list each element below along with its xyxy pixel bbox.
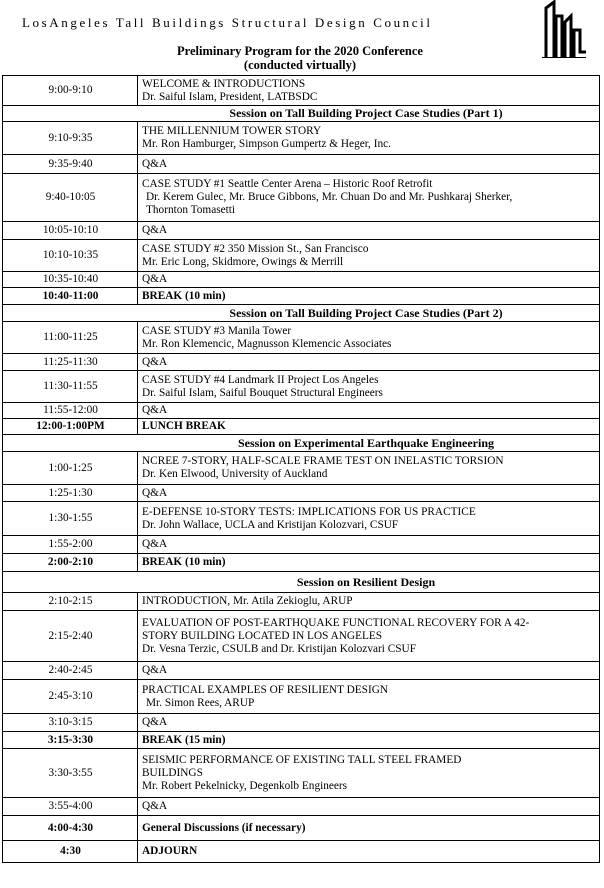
- schedule-row: [3, 322, 600, 354]
- session-description: [138, 155, 600, 174]
- time-slot: 4:00-4:30: [3, 816, 138, 841]
- description-line: NCREE 7-STORY, HALF-SCALE FRAME TEST ON INELASTIC TORSION: [142, 455, 504, 467]
- time-slot: 3:10-3:15: [3, 714, 138, 732]
- schedule-row: [3, 680, 600, 714]
- schedule-row: [3, 662, 600, 680]
- schedule-row: [3, 593, 600, 611]
- session-description: [138, 222, 600, 240]
- description-line: THE MILLENNIUM TOWER STORY: [142, 125, 322, 137]
- description-line: General Discussions (if necessary): [142, 821, 306, 834]
- session-description: [138, 174, 600, 222]
- session-header-row: [3, 305, 600, 322]
- schedule-row: [3, 122, 600, 155]
- description-line: PRACTICAL EXAMPLES OF RESILIENT DESIGN: [142, 683, 389, 696]
- description-line: Mr. Ron Klemencic, Magnusson Klemencic Associates: [142, 337, 392, 350]
- time-slot: 1:00-1:25: [3, 452, 138, 485]
- time-slot: 3:30-3:55: [3, 749, 138, 798]
- session-description: [138, 288, 600, 305]
- description-line: Dr. Saiful Islam, President, LATBSDC: [142, 90, 318, 103]
- time-slot: 10:35-10:40: [3, 272, 138, 288]
- schedule-row: [3, 155, 600, 174]
- session-description: [138, 122, 600, 155]
- organization-name: LosAngeles Tall Buildings Structural Design Council: [22, 15, 433, 30]
- program-title: [170, 44, 430, 72]
- description-line: Mr. Robert Pekelnicky, Degenkolb Engineers: [142, 779, 348, 792]
- description-line: Q&A: [142, 273, 168, 285]
- description-line: Dr. Vesna Terzic, CSULB and Dr. Kristijan Kolozvari CSUF: [142, 642, 416, 655]
- time-slot: 4:30: [3, 841, 138, 863]
- session-description: [138, 749, 600, 798]
- time-slot: 2:15-2:40: [3, 611, 138, 662]
- schedule-row: [3, 419, 600, 435]
- description-line: SEISMIC PERFORMANCE OF EXISTING TALL STEEL FRAMED: [142, 753, 462, 766]
- schedule-row: [3, 272, 600, 288]
- schedule-row: [3, 354, 600, 371]
- schedule-row: [3, 288, 600, 305]
- schedule-row: [3, 452, 600, 485]
- description-line: Dr. John Wallace, UCLA and Kristijan Kolozvari, CSUF: [142, 518, 399, 531]
- description-line: Q&A: [142, 355, 168, 368]
- description-line: Q&A: [142, 800, 168, 812]
- session-title: Session on Tall Building Project Case Studies (Part 1): [3, 106, 600, 122]
- session-description: [138, 798, 600, 816]
- session-header-row: [3, 106, 600, 122]
- description-line: Mr. Simon Rees, ARUP: [146, 696, 255, 709]
- session-description: [138, 502, 600, 536]
- time-slot: 9:00-9:10: [3, 76, 138, 106]
- session-description: [138, 452, 600, 485]
- description-line: Dr. Ken Elwood, University of Auckland: [142, 468, 328, 480]
- schedule-row: [3, 174, 600, 222]
- time-slot: 10:40-11:00: [3, 288, 138, 305]
- description-line: STORY BUILDING LOCATED IN LOS ANGELES: [142, 629, 383, 642]
- description-line: Dr. Kerem Gulec, Mr. Bruce Gibbons, Mr. Chuan Do and Mr. Pushkaraj Sherker,: [146, 191, 513, 203]
- session-description: [138, 732, 600, 749]
- description-line: Q&A: [142, 538, 168, 550]
- schedule-row: [3, 611, 600, 662]
- description-line: ADJOURN: [142, 845, 198, 857]
- session-description: [138, 593, 600, 611]
- description-line: Q&A: [142, 716, 168, 728]
- session-description: [138, 816, 600, 841]
- description-line: BREAK (10 min): [142, 289, 226, 302]
- session-description: [138, 354, 600, 371]
- session-description: [138, 485, 600, 502]
- time-slot: 9:35-9:40: [3, 155, 138, 174]
- title-line-2: (conducted virtually): [243, 58, 357, 72]
- schedule-row: [3, 403, 600, 419]
- session-description: [138, 76, 600, 106]
- time-slot: 2:10-2:15: [3, 593, 138, 611]
- session-title: Session on Tall Building Project Case Studies (Part 2): [3, 305, 600, 322]
- time-slot: 3:55-4:00: [3, 798, 138, 816]
- description-line: Mr. Ron Hamburger, Simpson Gumpertz & Heger, Inc.: [142, 138, 391, 150]
- description-line: Q&A: [142, 404, 168, 416]
- description-line: Thornton Tomasetti: [146, 204, 236, 216]
- time-slot: 3:15-3:30: [3, 732, 138, 749]
- description-line: Q&A: [142, 664, 168, 676]
- session-description: [138, 554, 600, 572]
- time-slot: 2:45-3:10: [3, 680, 138, 714]
- description-line: Mr. Eric Long, Skidmore, Owings & Merrill: [142, 255, 344, 268]
- time-slot: 11:55-12:00: [3, 403, 138, 419]
- time-slot: 1:55-2:00: [3, 536, 138, 554]
- session-description: [138, 536, 600, 554]
- schedule-row: [3, 714, 600, 732]
- schedule-row: [3, 554, 600, 572]
- schedule-row: [3, 240, 600, 272]
- session-title: Session on Experimental Earthquake Engineering: [3, 435, 600, 452]
- time-slot: 12:00-1:00PM: [3, 419, 138, 435]
- time-slot: 9:10-9:35: [3, 122, 138, 155]
- time-slot: 2:40-2:45: [3, 662, 138, 680]
- session-header-row: [3, 435, 600, 452]
- description-line: CASE STUDY #1 Seattle Center Arena – Historic Roof Retrofit: [142, 178, 433, 190]
- time-slot: 11:00-11:25: [3, 322, 138, 354]
- session-description: [138, 611, 600, 662]
- schedule-row: [3, 536, 600, 554]
- description-line: Q&A: [142, 157, 168, 170]
- description-line: BUILDINGS: [142, 766, 203, 779]
- session-description: [138, 272, 600, 288]
- time-slot: 11:25-11:30: [3, 354, 138, 371]
- schedule-row: [3, 371, 600, 403]
- schedule-row: [3, 749, 600, 798]
- description-line: E-DEFENSE 10-STORY TESTS: IMPLICATIONS FOR US PRACTICE: [142, 505, 476, 518]
- session-title: Session on Resilient Design: [3, 572, 600, 593]
- schedule-row: [3, 222, 600, 240]
- schedule-body: [3, 76, 600, 863]
- skyline-logo-icon: [540, 0, 588, 58]
- schedule-row: [3, 816, 600, 841]
- description-line: CASE STUDY #3 Manila Tower: [142, 324, 292, 337]
- time-slot: 10:10-10:35: [3, 240, 138, 272]
- session-header-row: [3, 572, 600, 593]
- description-line: Dr. Saiful Islam, Saiful Bouquet Structural Engineers: [142, 386, 383, 399]
- session-description: [138, 403, 600, 419]
- program-schedule-table: [2, 75, 600, 863]
- time-slot: 9:40-10:05: [3, 174, 138, 222]
- session-description: [138, 371, 600, 403]
- session-description: [138, 680, 600, 714]
- schedule-row: [3, 798, 600, 816]
- schedule-row: [3, 76, 600, 106]
- description-line: EVALUATION OF POST-EARTHQUAKE FUNCTIONAL RECOVERY FOR A 42-: [142, 616, 530, 629]
- time-slot: 10:05-10:10: [3, 222, 138, 240]
- session-description: [138, 419, 600, 435]
- time-slot: 1:25-1:30: [3, 485, 138, 502]
- description-line: BREAK (15 min): [142, 733, 226, 746]
- description-line: CASE STUDY #4 Landmark II Project Los Angeles: [142, 373, 379, 386]
- schedule-row: [3, 502, 600, 536]
- title-line-1: Preliminary Program for the 2020 Conference: [177, 44, 423, 58]
- description-line: LUNCH BREAK: [142, 420, 226, 432]
- description-line: BREAK (10 min): [142, 556, 226, 568]
- schedule-row: [3, 485, 600, 502]
- description-line: Q&A: [142, 486, 168, 499]
- session-description: [138, 714, 600, 732]
- description-line: INTRODUCTION, Mr. Atila Zekioglu, ARUP: [142, 595, 353, 607]
- time-slot: 11:30-11:55: [3, 371, 138, 403]
- schedule-row: [3, 732, 600, 749]
- session-description: [138, 322, 600, 354]
- session-description: [138, 662, 600, 680]
- description-line: Q&A: [142, 224, 168, 236]
- description-line: WELCOME & INTRODUCTIONS: [142, 77, 306, 90]
- session-description: [138, 240, 600, 272]
- time-slot: 1:30-1:55: [3, 502, 138, 536]
- schedule-row: [3, 841, 600, 863]
- description-line: CASE STUDY #2 350 Mission St., San Francisco: [142, 242, 369, 255]
- session-description: [138, 841, 600, 863]
- time-slot: 2:00-2:10: [3, 554, 138, 572]
